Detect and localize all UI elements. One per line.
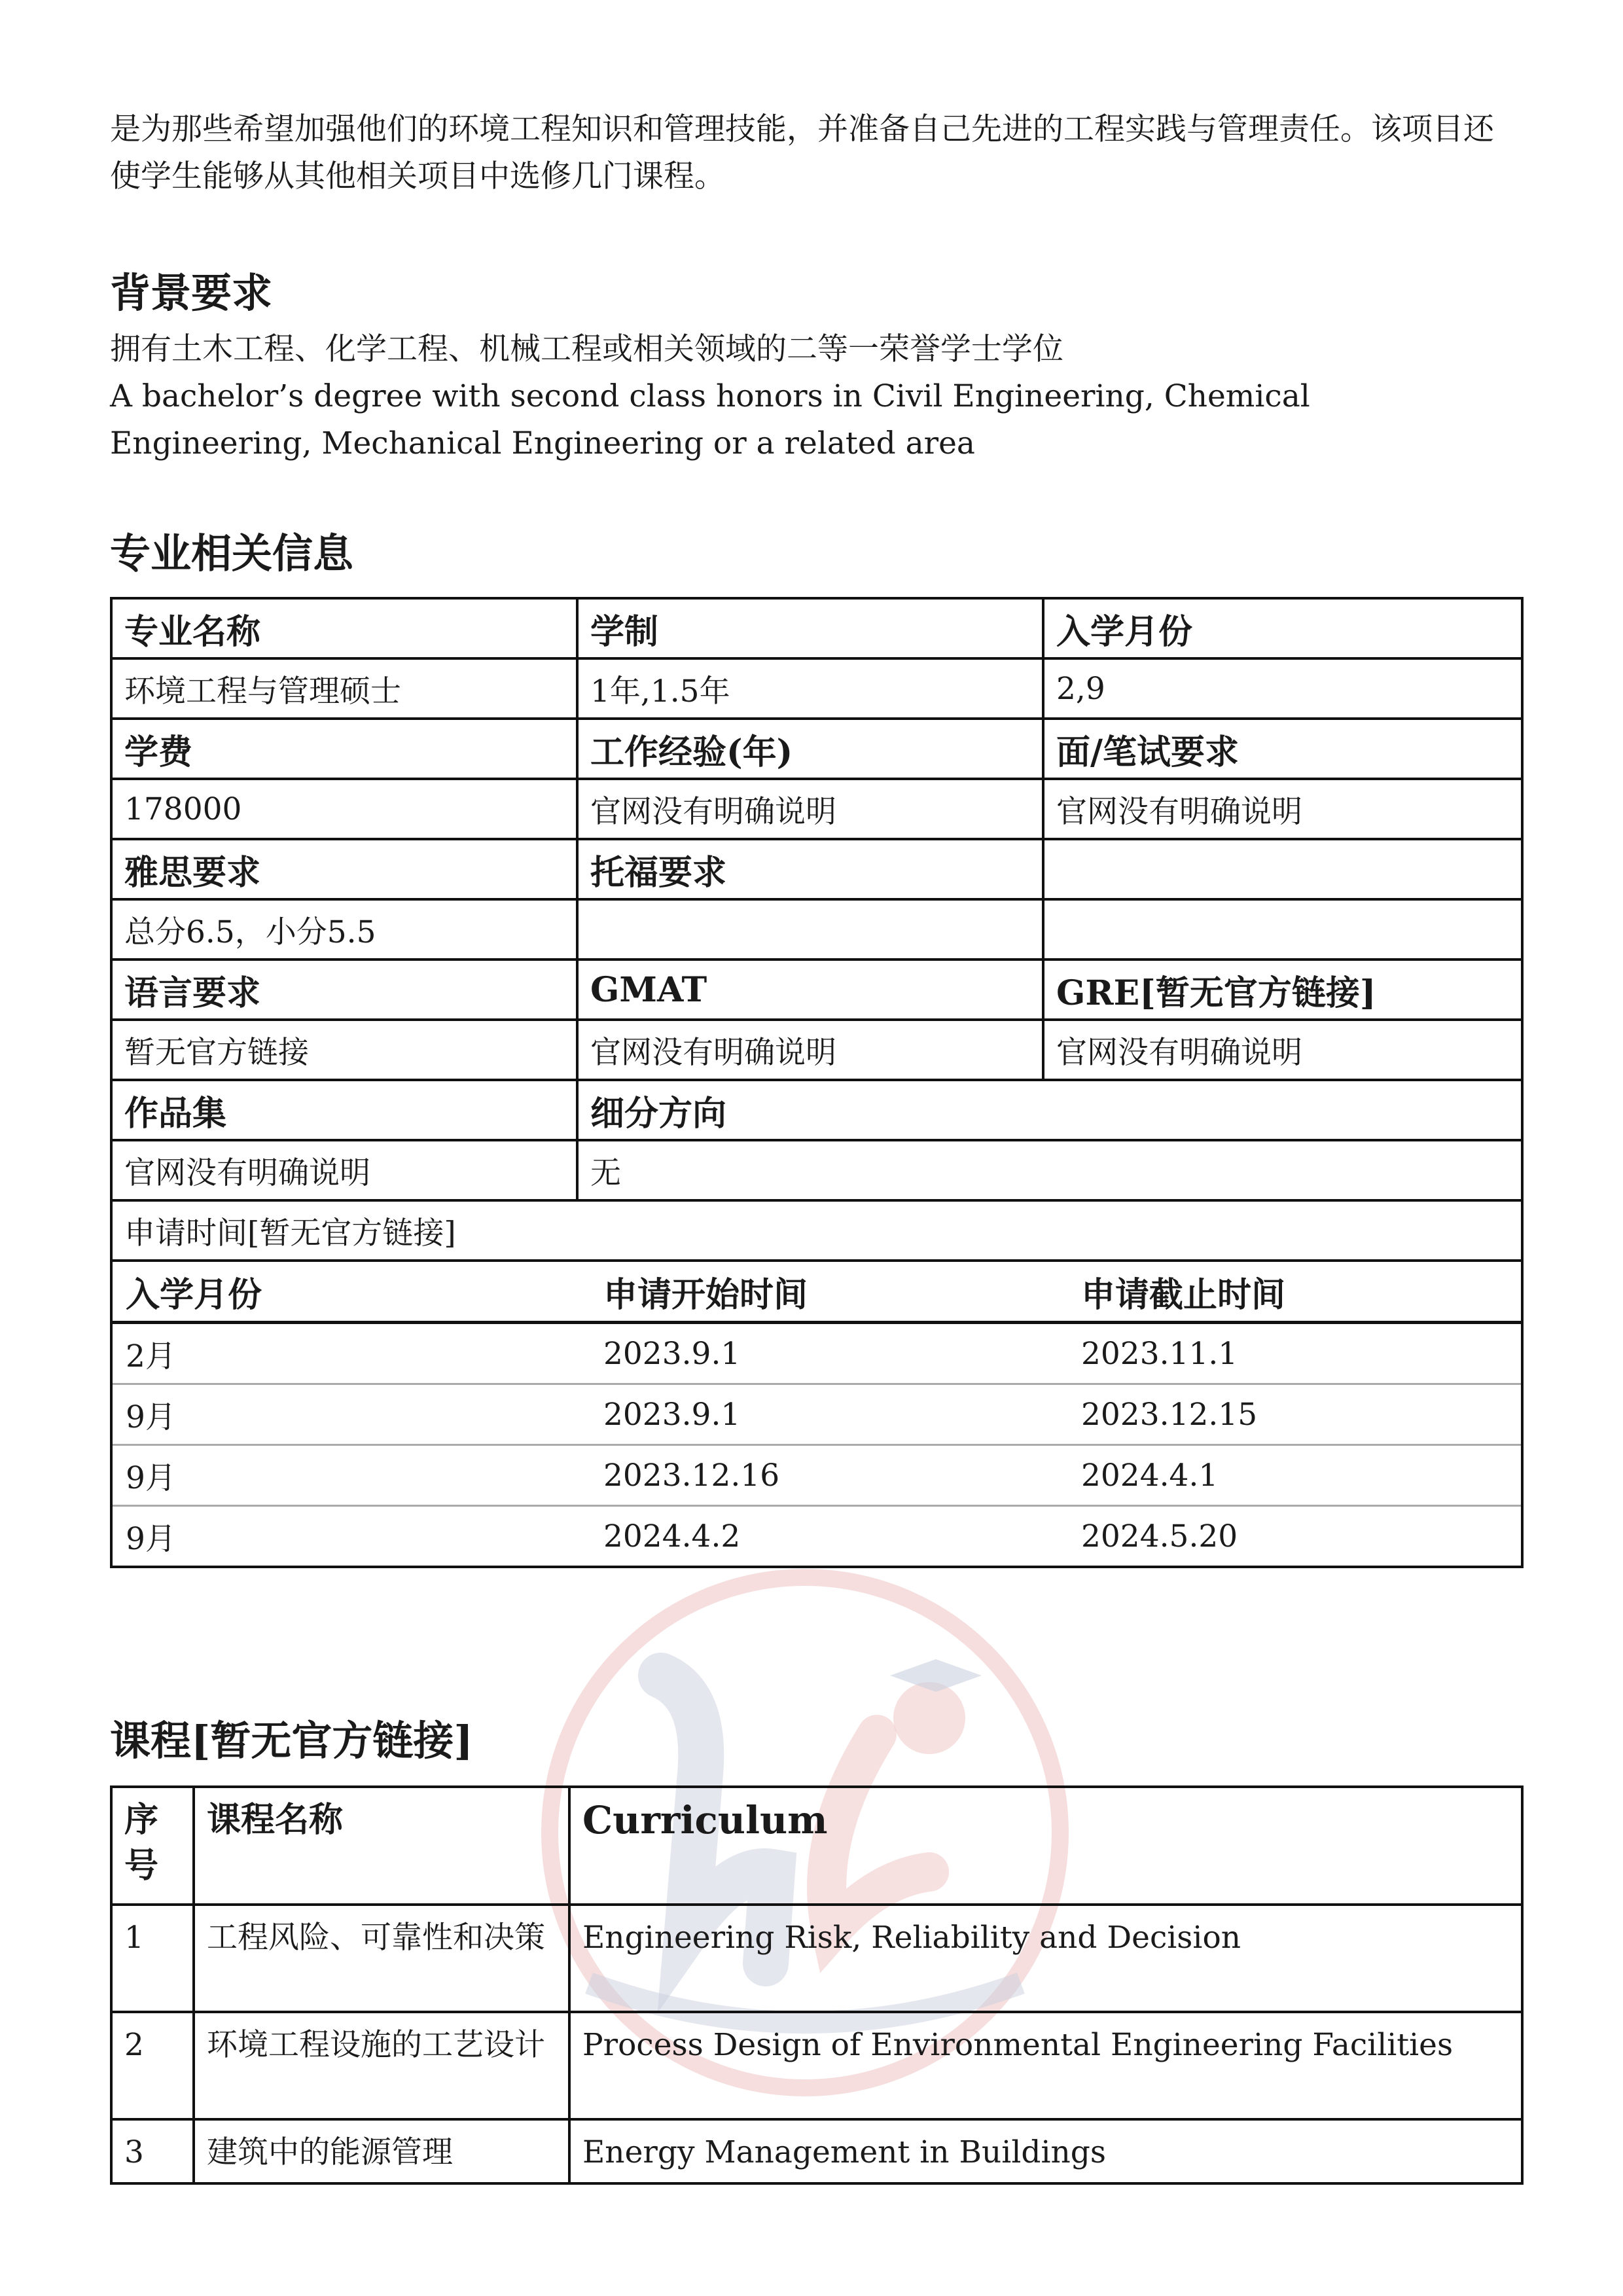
- direction-value: 无: [577, 1140, 1522, 1200]
- tuition-header: 学费: [111, 719, 577, 779]
- dates-start: 2023.9.1: [590, 1323, 1068, 1384]
- dates-deadline: 2023.12.15: [1068, 1384, 1521, 1445]
- interview-header: 面/笔试要求: [1043, 719, 1522, 779]
- gmat-value: 官网没有明确说明: [577, 1020, 1043, 1080]
- program-name-value: 环境工程与管理硕士: [111, 658, 577, 719]
- background-zh: 拥有土木工程、化学工程、机械工程或相关领域的二等一荣誉学士学位: [110, 331, 1063, 367]
- program-name-header: 专业名称: [111, 598, 577, 658]
- application-time-label: 申请时间[暂无官方链接]: [111, 1200, 1522, 1261]
- direction-header: 细分方向: [577, 1080, 1522, 1140]
- background-requirements: [110, 326, 1517, 467]
- application-dates-table: [113, 1262, 1521, 1566]
- gre-header: GRE[暂无官方链接]: [1043, 960, 1522, 1020]
- course-name-zh: 建筑中的能源管理: [194, 2119, 569, 2183]
- course-no-header: 序号: [111, 1787, 194, 1905]
- program-info-table: [110, 597, 1524, 1568]
- course-name-en: Energy Management in Buildings: [569, 2119, 1522, 2183]
- dates-start: 2024.4.2: [603, 1518, 741, 1554]
- course-no: 2: [111, 2012, 194, 2119]
- intake-header: 入学月份: [1043, 598, 1522, 658]
- course-name-en: Engineering Risk, Reliability and Decision: [569, 1905, 1522, 2012]
- course-name-header: 课程名称: [194, 1787, 569, 1905]
- course-no: 1: [111, 1905, 194, 2012]
- courses-title: 课程[暂无官方链接]: [110, 1717, 473, 1765]
- table-row: [111, 2119, 1522, 2183]
- dates-start: 2023.12.16: [590, 1445, 1068, 1506]
- empty-header: [1043, 839, 1522, 899]
- gmat-header: GMAT: [577, 960, 1043, 1020]
- background-en: A bachelor’s degree with second class honors in Civil Engineering, Chemical Engineering, Mechanical Engineering or a related area: [110, 378, 1310, 461]
- work-experience-header: 工作经验(年): [577, 719, 1043, 779]
- interview-value: 官网没有明确说明: [1043, 779, 1522, 839]
- dates-start-header: 申请开始时间: [590, 1262, 1068, 1323]
- tuition-value: 178000: [111, 779, 577, 839]
- portfolio-value: 官网没有明确说明: [111, 1140, 577, 1200]
- table-row: [111, 1905, 1522, 2012]
- duration-header: 学制: [577, 598, 1043, 658]
- dates-deadline: 2024.4.1: [1068, 1445, 1521, 1506]
- curriculum-header: Curriculum: [569, 1787, 1522, 1905]
- ielts-value: 总分6.5，小分5.5: [111, 899, 577, 960]
- table-row: [113, 1506, 1521, 1566]
- toefl-header: 托福要求: [577, 839, 1043, 899]
- courses-table: [110, 1785, 1524, 2185]
- dates-intake: 2月: [113, 1323, 590, 1384]
- application-dates-cell: [111, 1261, 1522, 1567]
- ielts-header: 雅思要求: [111, 839, 577, 899]
- dates-start: 2023.9.1: [590, 1384, 1068, 1445]
- table-row: [113, 1445, 1521, 1506]
- intake-value: 2,9: [1043, 658, 1522, 719]
- gre-value: 官网没有明确说明: [1043, 1020, 1522, 1080]
- table-row: [113, 1384, 1521, 1445]
- dates-deadline-header: 申请截止时间: [1068, 1262, 1521, 1323]
- course-name-en: Process Design of Environmental Engineering Facilities: [569, 2012, 1522, 2119]
- program-info-title: 专业相关信息: [110, 529, 354, 577]
- language-header: 语言要求: [111, 960, 577, 1020]
- toefl-value: [577, 899, 1043, 960]
- duration-value: 1年,1.5年: [577, 658, 1043, 719]
- dates-intake: 9月: [126, 1520, 176, 1557]
- language-value: 暂无官方链接: [111, 1020, 577, 1080]
- portfolio-header: 作品集: [111, 1080, 577, 1140]
- dates-intake: 9月: [113, 1384, 590, 1445]
- dates-intake: 9月: [113, 1445, 590, 1506]
- course-no: 3: [111, 2119, 194, 2183]
- course-name-zh: 工程风险、可靠性和决策: [194, 1905, 569, 2012]
- dates-deadline: 2023.11.1: [1068, 1323, 1521, 1384]
- dates-intake-header: 入学月份: [113, 1262, 590, 1323]
- dates-deadline: 2024.5.20: [1081, 1518, 1238, 1554]
- background-title: 背景要求: [110, 269, 273, 317]
- table-row: [113, 1323, 1521, 1384]
- intro-paragraph: 是为那些希望加强他们的环境工程知识和管理技能，并准备自己先进的工程实践与管理责任。该项目还使学生能够从其他相关项目中选修几门课程。: [110, 111, 1494, 194]
- course-name-zh: 环境工程设施的工艺设计: [194, 2012, 569, 2119]
- empty-value: [1043, 899, 1522, 960]
- work-experience-value: 官网没有明确说明: [577, 779, 1043, 839]
- table-row: [111, 2012, 1522, 2119]
